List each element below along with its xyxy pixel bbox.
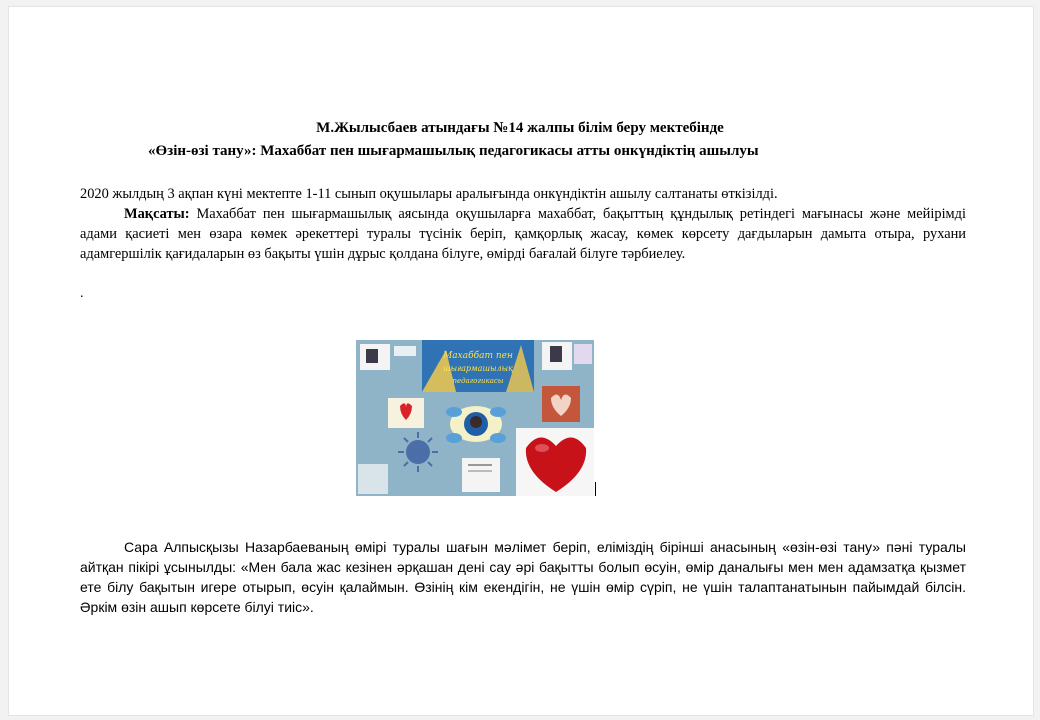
sun-drawing [406, 440, 430, 464]
text-cursor [595, 482, 596, 496]
goal-text: Махаббат пен шығармашылық аясында оқушыларға махаббат, бақыттың құндылық ретіндегі мағынасы және мейірімді адами қасиеті мен өзара көмек әрекеттері туралы түсінік беріп, қамқорлық жасау, көмек көрсету дағдыларын дамыта отыра, рухани адамгершілік қағидаларын өз бақыты үшін дұрыс қолдана білуге, өмірді бағалай білуге тәрбиелеу. [80, 206, 966, 262]
photo-illustration [356, 340, 594, 496]
paragraph-date: 2020 жылдың 3 ақпан күні мектепте 1-11 сынып оқушылары аралығында онкүндіктін ашылу салтанаты өткізілді. [80, 186, 778, 202]
goal-label: Мақсаты: [124, 206, 190, 222]
paragraph-goal [80, 204, 966, 264]
banner-text-3: педагогикасы [452, 377, 504, 385]
document-title-line1: М.Жылысбаев атындағы №14 жалпы білім беру мектебінде [316, 120, 724, 136]
banner-text-2: шығармашылық [443, 364, 513, 373]
event-photo [356, 340, 594, 496]
sheet-bottom-left [358, 464, 388, 494]
paragraph-quote: Сара Алпысқызы Назарбаеваның өмірі туралы шағын мәлімет беріп, еліміздің бірінші анасының «өзін-өзі тану» пәні туралы айтқан пікірі ұсынылды: «Мен бала жас кезінен әрқашан дені сау әрі бақытты болып өсуін, өмір даналығы мен мен адамзатқа қызмет ете білу бақытын игере отырып, өсуін қалаймын. Өзінің кім екендігін, не үшін өмір сүріп, не үшін талаптанатынын пайымдай білсін. Әркім өзін ашып көрсете білуі тиіс». [80, 539, 966, 615]
banner-text-1: Махаббат пен [443, 351, 513, 361]
document-title-line2: «Өзін-өзі тану»: Махаббат пен шығармашылық педагогикасы атты онкүндіктің ашылуы [148, 143, 759, 159]
paper-sheet [462, 458, 500, 492]
stray-dot: . [80, 286, 84, 301]
